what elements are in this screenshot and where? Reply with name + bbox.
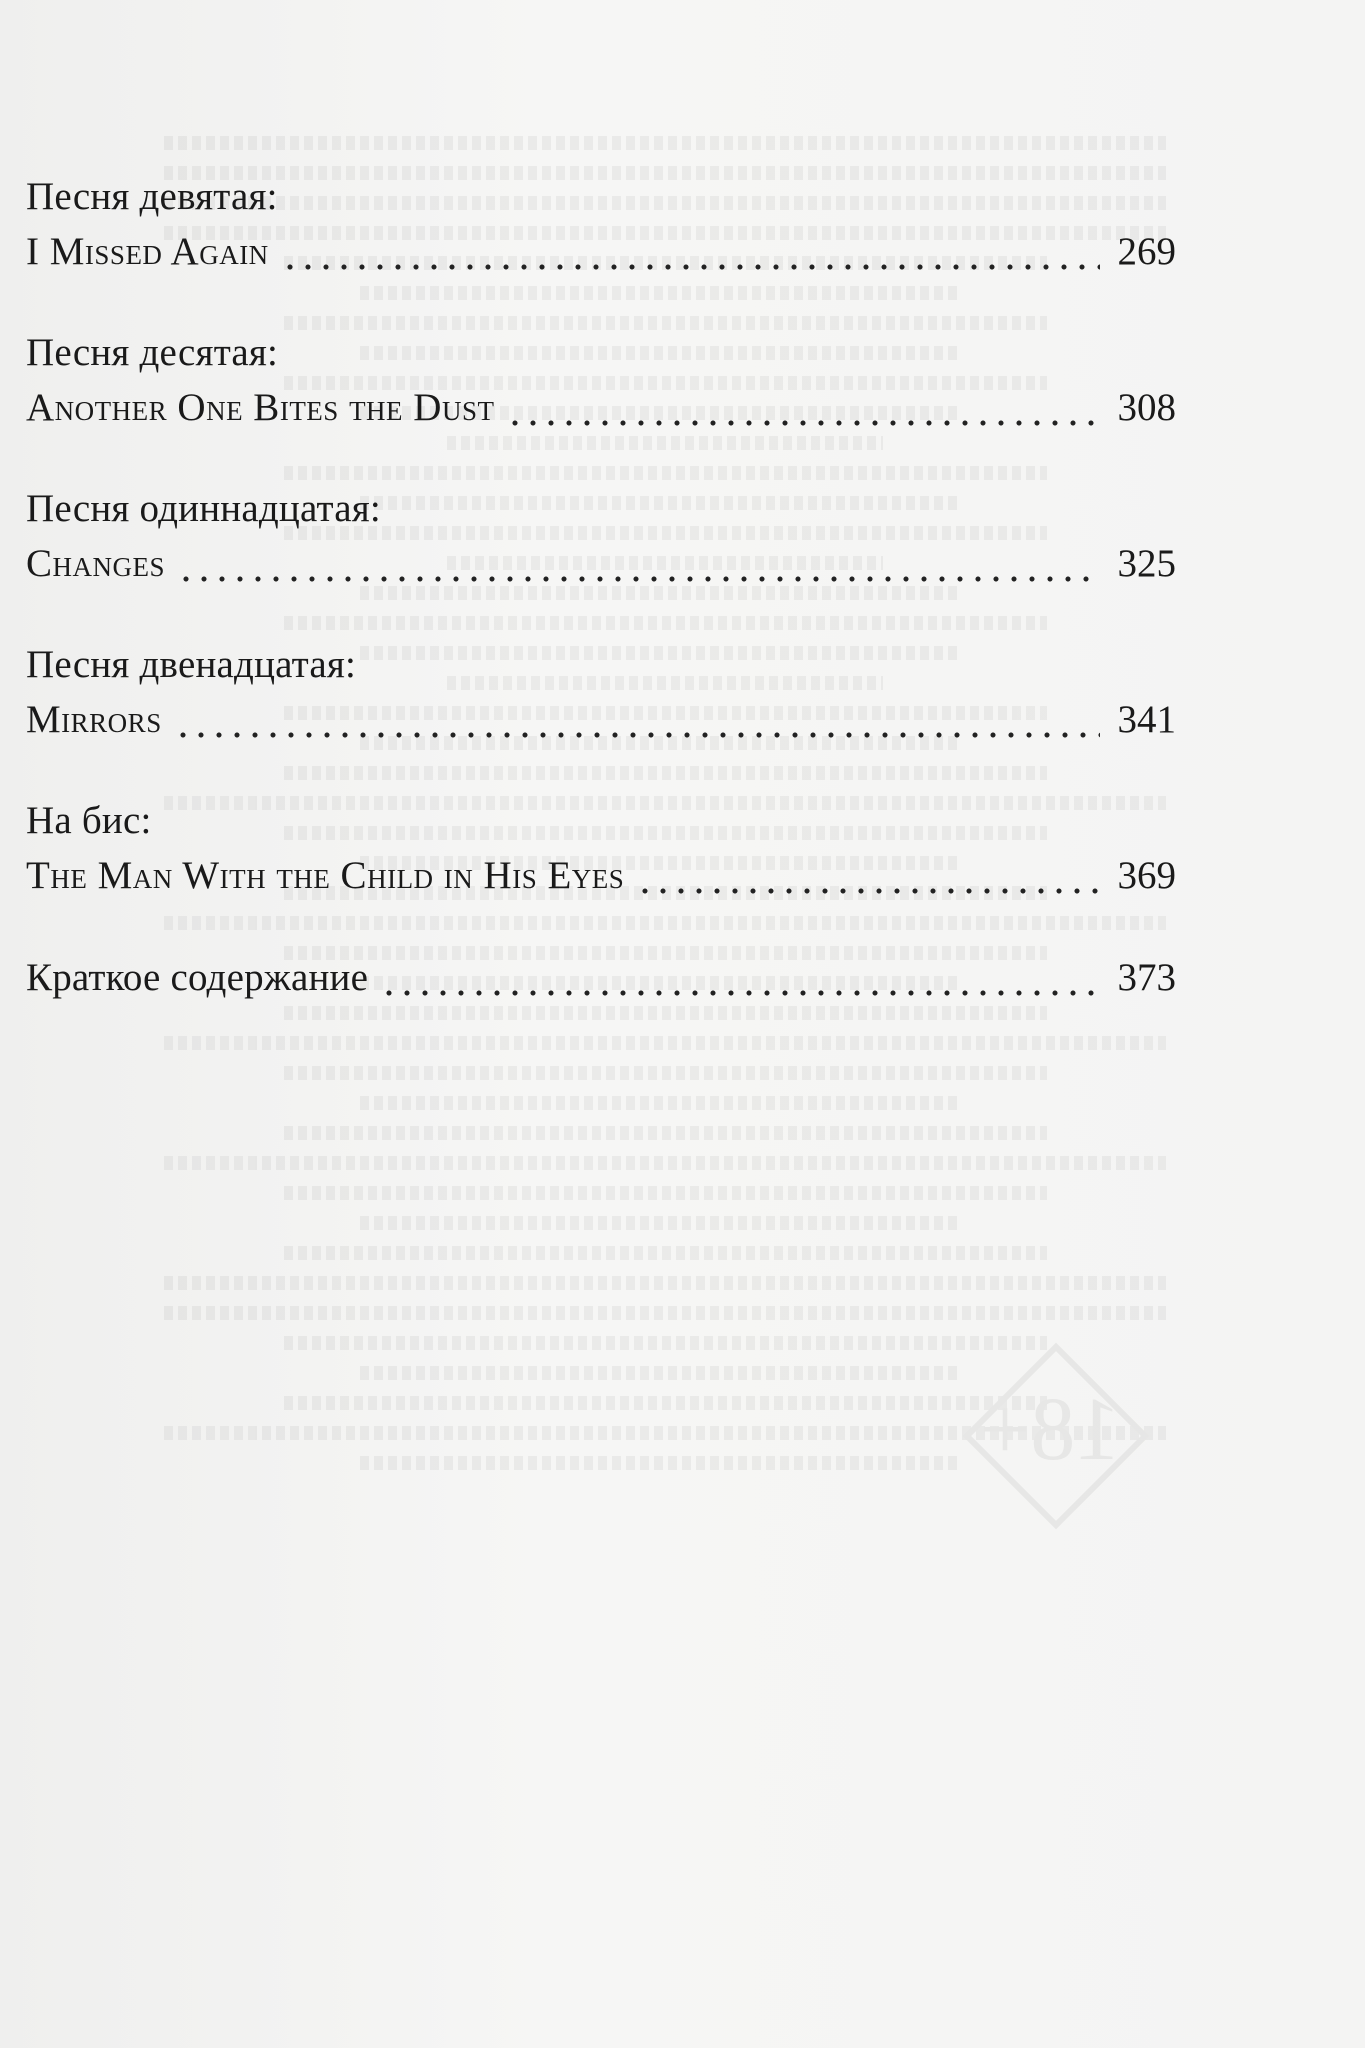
toc-page-number: 369 (1117, 854, 1176, 897)
dot-leader (281, 264, 1100, 270)
toc-entry (26, 482, 1176, 592)
toc-entry-line (26, 536, 1176, 592)
toc-entry (26, 170, 1176, 280)
toc-page-number: 308 (1117, 386, 1176, 429)
table-of-contents (26, 170, 1176, 1052)
toc-entry-label: Песня девятая: (26, 175, 278, 218)
toc-entry-line (26, 380, 1176, 436)
toc-entry (26, 326, 1176, 436)
age-rating-badge-shape (963, 1343, 1150, 1530)
dot-leader (380, 990, 1100, 996)
toc-entry-title: The Man With the Child in His Eyes (26, 854, 625, 897)
toc-entry-line (26, 224, 1176, 280)
toc-page-number: 269 (1117, 230, 1176, 273)
toc-page-number: 341 (1117, 698, 1176, 741)
toc-page-number: 373 (1117, 956, 1176, 999)
toc-entry-label: Песня десятая: (26, 331, 279, 374)
dot-leader (506, 420, 1100, 426)
dot-leader (636, 888, 1100, 894)
toc-entry-title: Another One Bites the Dust (26, 386, 495, 429)
toc-entry-label: На бис: (26, 799, 152, 842)
toc-entry-line (26, 848, 1176, 904)
age-rating-badge-text: 18+ (979, 1380, 1121, 1479)
toc-entry-title: I Missed Again (26, 230, 269, 273)
dot-leader (174, 732, 1100, 738)
toc-entry (26, 638, 1176, 748)
toc-entry-title: Краткое содержание (26, 956, 369, 999)
toc-entry-line (26, 950, 1176, 1006)
toc-page-number: 325 (1117, 542, 1176, 585)
toc-entry-line (26, 692, 1176, 748)
toc-entry-label: Песня одиннадцатая: (26, 487, 381, 530)
toc-entry (26, 794, 1176, 904)
toc-entry-title: Changes (26, 542, 166, 585)
toc-entry-title: Mirrors (26, 698, 162, 741)
toc-entry (26, 950, 1176, 1006)
toc-entry-label: Песня двенадцатая: (26, 643, 357, 686)
dot-leader (177, 576, 1100, 582)
